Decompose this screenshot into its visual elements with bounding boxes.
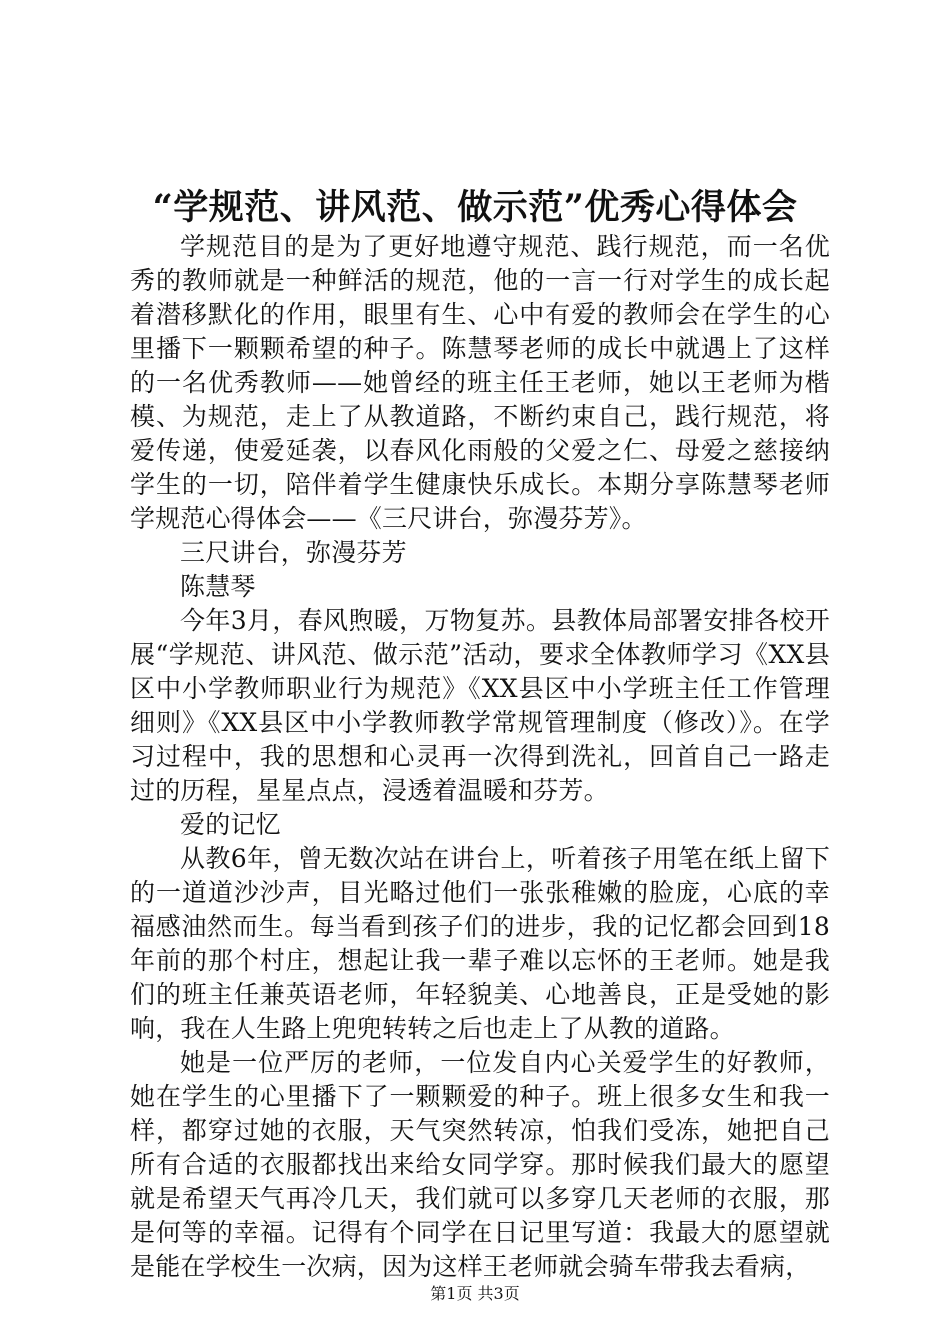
body-paragraph: 她是一位严厉的老师，一位发自内心关爱学生的好教师，她在学生的心里播下了一颗颗爱的种子。班上很多女生和我一样，都穿过她的衣服，天气突然转凉，怕我们受冻，她把自己所有合适的衣服都找出来给女同学穿。那时候我们最大的愿望就是希望天气再冷几天，我们就可以多穿几天老师的衣服，那是何等的幸福。记得有个同学在日记里写道：我最大的愿望就是能在学校生一次病，因为这样王老师就会骑车带我去看病， [130,1048,830,1281]
intro-paragraph: 学规范目的是为了更好地遵守规范、践行规范，而一名优秀的教师就是一种鲜活的规范，他的一言一行对学生的成长起着潜移默化的作用，眼里有生、心中有爱的教师会在学生的心里播下一颗颗希望的种子。陈慧琴老师的成长中就遇上了这样的一名优秀教师——她曾经的班主任王老师，她以王老师为楷模、为规范，走上了从教道路，不断约束自己，践行规范，将爱传递，使爱延袭，以春风化雨般的父爱之仁、母爱之慈接纳学生的一切，陪伴着学生健康快乐成长。本期分享陈慧琴老师学规范心得体会——《三尺讲台，弥漫芬芳》。 [130,232,830,533]
body-paragraph: 今年3月，春风煦暖，万物复苏。县教体局部署安排各校开展“学规范、讲风范、做示范”活动，要求全体教师学习《XX县区中小学教师职业行为规范》《XX县区中小学班主任工作管理细则》《XX县区中小学教师教学常规管理制度（修改）》。在学习过程中，我的思想和心灵再一次得到洗礼，回首自己一路走过的历程，星星点点，浸透着温暖和芬芳。 [130,606,830,805]
article-author: 陈慧琴 [180,572,256,601]
document-title: “学规范、讲风范、做示范”优秀心得体会 [152,187,798,228]
section-heading: 爱的记忆 [180,810,281,839]
page-footer: 第1页 共3页 [430,1284,520,1303]
article-heading: 三尺讲台，弥漫芬芳 [180,538,407,567]
body-paragraph: 从教6年，曾无数次站在讲台上，听着孩子用笔在纸上留下的一道道沙沙声，目光略过他们一张张稚嫩的脸庞，心底的幸福感油然而生。每当看到孩子们的进步，我的记忆都会回到18年前的那个村庄，想起让我一辈子难以忘怀的王老师。她是我们的班主任兼英语老师，年轻貌美、心地善良，正是受她的影响，我在人生路上兜兜转转之后也走上了从教的道路。 [130,844,830,1043]
document-body [130,230,830,1284]
